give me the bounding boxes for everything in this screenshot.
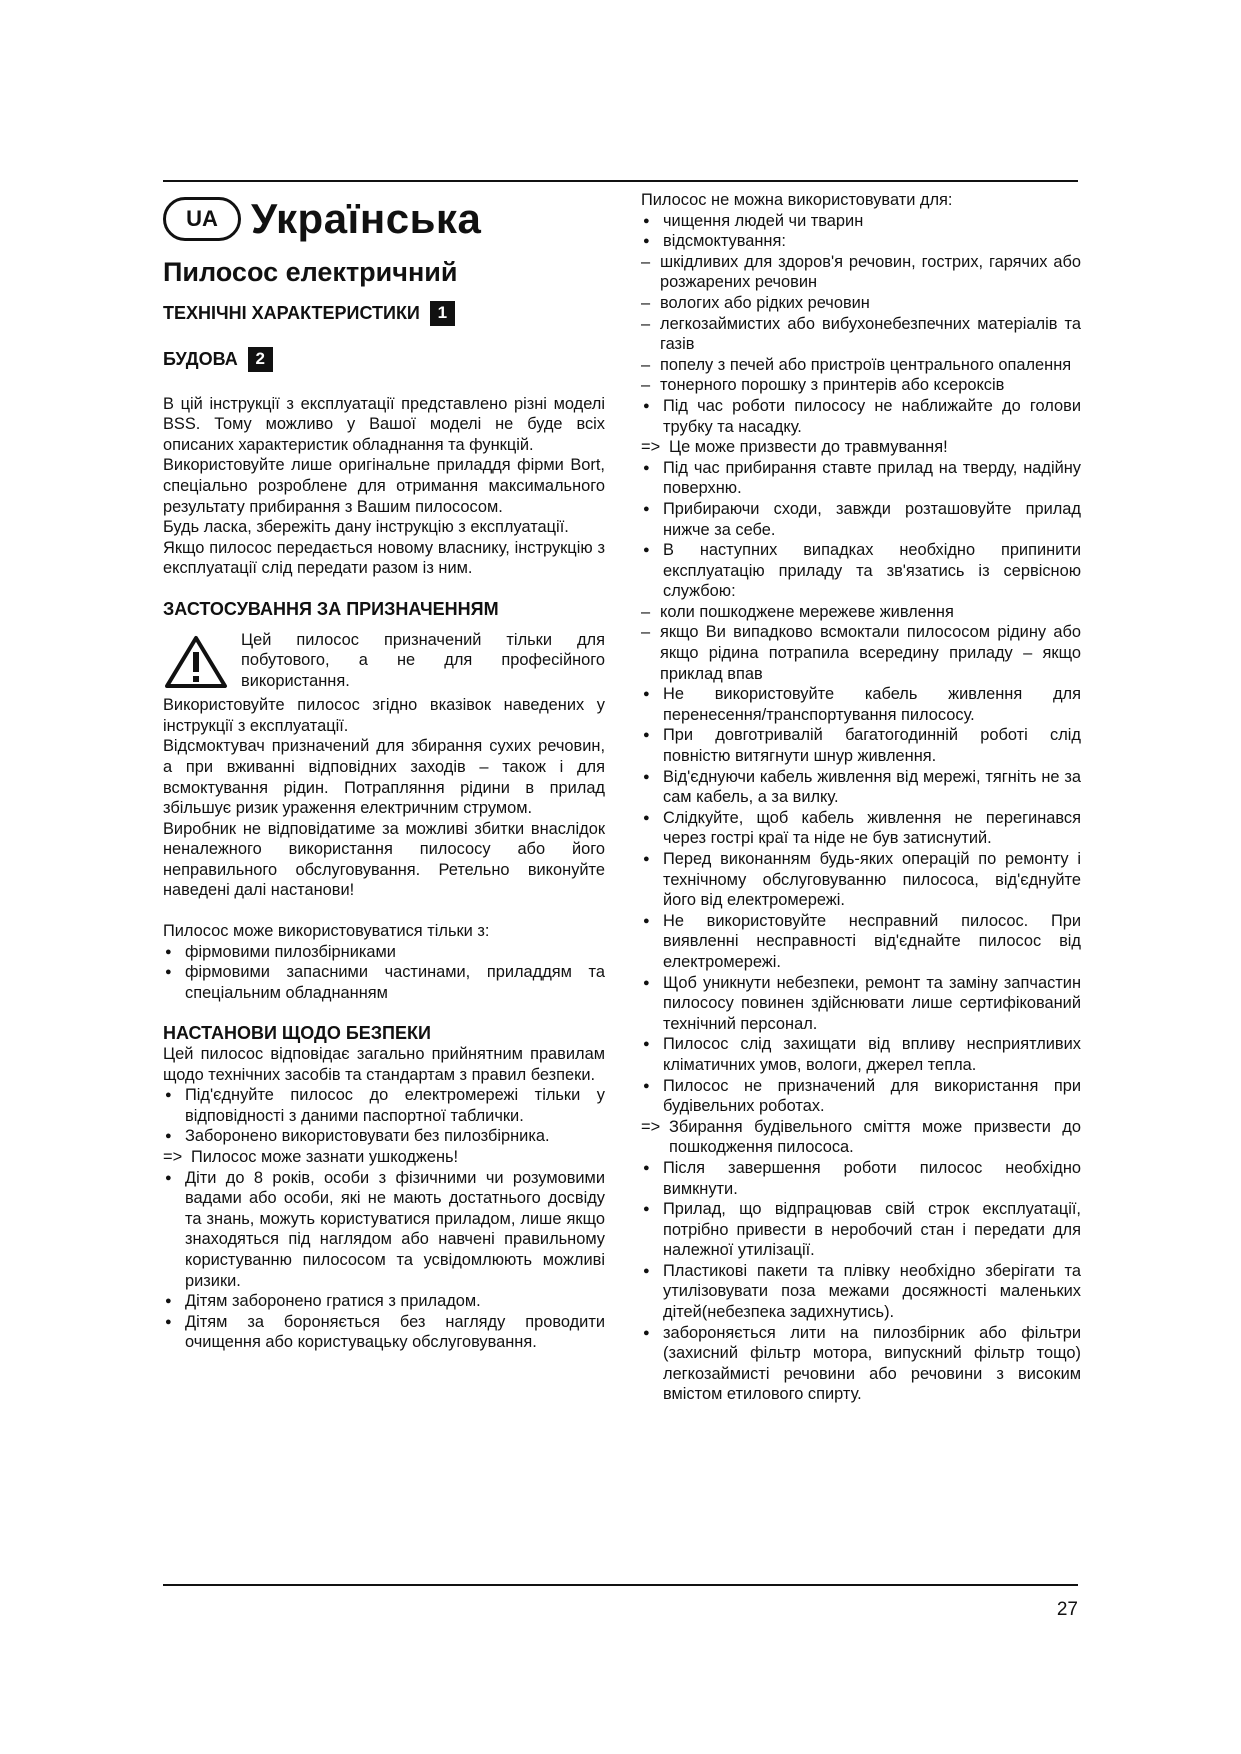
left-column bbox=[163, 190, 605, 1353]
list-item: ● Перед виконанням будь-яких операцій по ремонту і технічному обслуговуванню пилососа, від'єднуйте його від електромережі. bbox=[641, 849, 1081, 911]
list-item: ● Не використовуйте кабель живлення для перенесення/транспортування пилососу. bbox=[641, 684, 1081, 725]
list-item: – коли пошкоджене мережеве живлення bbox=[641, 602, 1081, 623]
list-item: ● Пилосос не призначений для використання при будівельних роботах. bbox=[641, 1076, 1081, 1117]
warning-triangle-icon bbox=[163, 630, 237, 696]
list-item: ● фірмовими запасними частинами, приладдям та спеціальним обладнанням bbox=[163, 962, 605, 1003]
list-item: ● Після завершення роботи пилосос необхідно вимкнути. bbox=[641, 1158, 1081, 1199]
list-item: ● Від'єднуючи кабель живлення від мережі, тягніть не за сам кабель, а за вилку. bbox=[641, 767, 1081, 808]
only-with-intro: Пилосос може використовуватися тільки з: bbox=[163, 922, 490, 941]
cannot-use-list bbox=[641, 211, 1081, 252]
safety-heading: НАСТАНОВИ ЩОДО БЕЗПЕКИ bbox=[163, 1023, 431, 1044]
list-item: ● Під час прибирання ставте прилад на тверду, надійну поверхню. bbox=[641, 458, 1081, 499]
cannot-use-dash-list bbox=[641, 252, 1081, 396]
list-item: – легкозаймистих або вибухонебезпечних матеріалів та газів bbox=[641, 314, 1081, 355]
list-item: ● Щоб уникнути небезпеки, ремонт та заміну запчастин пилососу повинен здійснювати лише сертифікований технічний персонал. bbox=[641, 973, 1081, 1035]
list-item: ● фірмовими пилозбірниками bbox=[163, 942, 605, 963]
language-code-badge: UA bbox=[163, 197, 241, 241]
list-item: ● Діти до 8 років, особи з фізичними чи розумовими вадами або особи, які не мають достатнього досвіду та знань, можуть користуватися приладом, лише якщо знаходяться під наглядом або навчені правильному користуванню пилососом та усвідомлюють можливі ризики. bbox=[163, 1168, 605, 1292]
safety-list-continued bbox=[163, 1168, 605, 1353]
structure-figure-number: 2 bbox=[248, 347, 273, 372]
list-item: – якщо Ви випадково всмоктали пилососом рідину або якщо рідина потрапила всередину приладу – якщо приклад впав bbox=[641, 622, 1081, 684]
page-number: 27 bbox=[1056, 1599, 1078, 1620]
list-item: ● Не використовуйте несправний пилосос. При виявленні несправності від'єднайте пилосос від електромережі. bbox=[641, 911, 1081, 973]
list-item: ● В наступних випадках необхідно припинити експлуатацію приладу та зв'язатись із сервісною службою: bbox=[641, 540, 1081, 602]
list-item: ● Пилосос слід захищати від впливу несприятливих кліматичних умов, вологи, джерел тепла. bbox=[641, 1034, 1081, 1075]
list-item: ● чищення людей чи тварин bbox=[641, 211, 1081, 232]
list-item: ● Дітям за бороняється без нагляду проводити очищення або користувацьку обслуговування. bbox=[163, 1312, 605, 1353]
top-rule bbox=[163, 180, 1078, 182]
list-item: ● Слідкуйте, щоб кабель живлення не перегинався через гострі краї та ніде не був затиснутий. bbox=[641, 808, 1081, 849]
intro-paragraph: Будь ласка, збережіть дану інструкцію з експлуатації. bbox=[163, 518, 569, 537]
list-item: ● Заборонено використовувати без пилозбірника. bbox=[163, 1126, 605, 1147]
list-item: – вологих або рідких речовин bbox=[641, 293, 1081, 314]
list-item: – попелу з печей або пристроїв центрального опалення bbox=[641, 355, 1081, 376]
intro-paragraph: Використовуйте лише оригінальне приладдя фірми Bort, спеціально розроблене для отримання максимального результату прибирання з Вашим пилососом. bbox=[163, 456, 605, 516]
stop-use-dash-list bbox=[641, 602, 1081, 684]
only-with-list bbox=[163, 942, 605, 1004]
cable-safety-list bbox=[641, 684, 1081, 1116]
structure-heading bbox=[163, 347, 605, 372]
usage-list bbox=[641, 458, 1081, 602]
list-item: ● Під час роботи пилососу не наближайте до голови трубку та насадку. bbox=[641, 396, 1081, 437]
cannot-use-intro: Пилосос не можна використовувати для: bbox=[641, 191, 953, 209]
injury-consequence: => Це може призвести до травмування! bbox=[641, 437, 1081, 458]
structure-heading-text: БУДОВА bbox=[163, 348, 238, 369]
list-item: ● Дітям заборонено гратися з приладом. bbox=[163, 1291, 605, 1312]
warning-block bbox=[163, 630, 605, 696]
intended-use-paragraph: Використовуйте пилосос згідно вказівок наведених у інструкції з експлуатації. bbox=[163, 696, 605, 735]
specs-figure-number: 1 bbox=[430, 301, 455, 326]
head-warning-list bbox=[641, 396, 1081, 437]
list-item: – шкідливих для здоров'я речовин, гострих, гарячих або розжарених речовин bbox=[641, 252, 1081, 293]
intended-use-paragraph: Виробник не відповідатиме за можливі збитки внаслідок неналежного використання пилососу або його неправильного обслуговування. Ретельно виконуйте наведені далі настанови! bbox=[163, 819, 605, 900]
bottom-rule bbox=[163, 1584, 1078, 1586]
safety-list bbox=[163, 1085, 605, 1147]
safety-intro: Цей пилосос відповідає загально прийнятним правилам щодо технічних засобів та стандартам з правил безпеки. bbox=[163, 1045, 605, 1084]
building-consequence: => Збирання будівельного сміття може призвести до пошкодження пилососа. bbox=[641, 1117, 1081, 1158]
intended-use-heading: ЗАСТОСУВАННЯ ЗА ПРИЗНАЧЕННЯМ bbox=[163, 598, 499, 619]
intro-paragraph: Якщо пилосос передається новому власнику, інструкцію з експлуатації слід передати разом із ним. bbox=[163, 538, 605, 578]
language-header bbox=[163, 190, 605, 248]
specs-heading bbox=[163, 301, 605, 326]
list-item: ● Пластикові пакети та плівку необхідно зберігати та утилізовувати поза межами досяжності маленьких дітей(небезпека задихнутись). bbox=[641, 1261, 1081, 1323]
list-item: ● Під'єднуйте пилосос до електромережі тільки у відповідності з даними паспортної таблички. bbox=[163, 1085, 605, 1126]
final-safety-list bbox=[641, 1158, 1081, 1405]
list-item: ● При довготривалій багатогодинній роботі слід повністю витягнути шнур живлення. bbox=[641, 725, 1081, 766]
list-item: ● Прилад, що відпрацював свій строк експлуатації, потрібно привести в неробочий стан і передати для належної утилізації. bbox=[641, 1199, 1081, 1261]
language-name: Українська bbox=[251, 194, 482, 242]
page-title: Пилосос електричний bbox=[163, 257, 458, 287]
intro-paragraph: В цій інструкції з експлуатації представлено різні моделі BSS. Тому можливо у Вашої моделі не буде всіх описаних характеристик обладнання та функцій. bbox=[163, 394, 605, 454]
list-item: ● відсмоктування: bbox=[641, 231, 1081, 252]
intended-use-paragraph: Відсмоктувач призначений для збирання сухих речовин, а при вживанні відповідних заходів – також і для всмоктування рідин. Потрапляння рідини в прилад збільшує ризик ураження електричним струмом. bbox=[163, 737, 605, 818]
warning-text: Цей пилосос призначений тільки для побутового, а не для професійного використання. bbox=[241, 630, 605, 690]
right-column bbox=[641, 190, 1081, 1405]
specs-heading-text: ТЕХНІЧНІ ХАРАКТЕРИСТИКИ bbox=[163, 302, 420, 323]
safety-consequence: => Пилосос може зазнати ушкоджень! bbox=[163, 1147, 605, 1168]
list-item: – тонерного порошку з принтерів або ксероксів bbox=[641, 375, 1081, 396]
list-item: ● забороняється лити на пилозбірник або фільтри (захисний фільтр мотора, випускний фільтр тощо) легкозаймисті речовини або речовини з високим вмістом етилового спирту. bbox=[641, 1323, 1081, 1405]
list-item: ● Прибираючи сходи, завжди розташовуйте прилад нижче за себе. bbox=[641, 499, 1081, 540]
intro-block bbox=[163, 394, 605, 579]
